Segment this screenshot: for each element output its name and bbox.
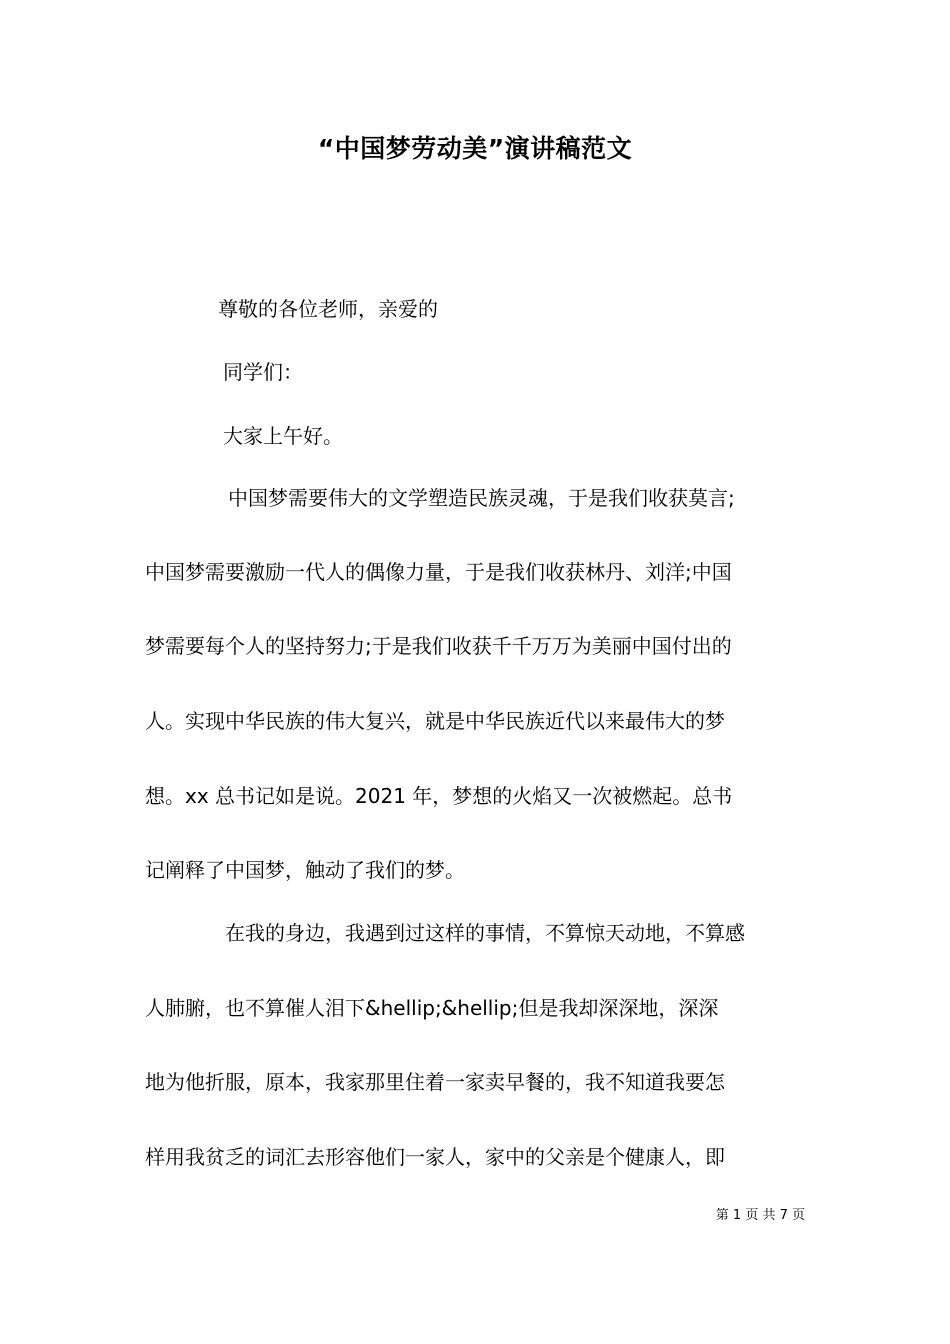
page-number-footer: 第 1 页 共 7 页: [715, 1208, 805, 1223]
paragraph-line: 梦需要每个人的坚持努力;于是我们收获千千万万为美丽中国付出的: [145, 634, 732, 658]
paragraph-line: 人。实现中华民族的伟大复兴，就是中华民族近代以来最伟大的梦: [145, 709, 725, 733]
salutation-line: 尊敬的各位老师，亲爱的: [218, 297, 438, 321]
paragraph-line: 在我的身边，我遇到过这样的事情，不算惊天动地，不算感: [225, 921, 745, 945]
paragraph-line: 人肺腑，也不算催人泪下&hellip;&hellip;但是我却深深地，深深: [145, 996, 719, 1020]
paragraph-line: 想。xx 总书记如是说。2021 年，梦想的火焰又一次被燃起。总书: [145, 784, 733, 808]
paragraph-line: 中国梦需要伟大的文学塑造民族灵魂，于是我们收获莫言;: [228, 486, 735, 510]
greeting-line: 大家上午好。: [223, 424, 343, 448]
page-title: “中国梦劳动美”演讲稿范文: [317, 134, 633, 163]
paragraph-line: 地为他折服，原本，我家那里住着一家卖早餐的，我不知道我要怎: [145, 1070, 725, 1094]
paragraph-line: 记阐释了中国梦，触动了我们的梦。: [145, 858, 465, 882]
salutation-line-2: 同学们：: [223, 360, 303, 384]
paragraph-line: 中国梦需要激励一代人的偶像力量，于是我们收获林丹、刘洋;中国: [145, 560, 732, 584]
paragraph-line: 样用我贫乏的词汇去形容他们一家人，家中的父亲是个健康人，即: [145, 1145, 725, 1169]
